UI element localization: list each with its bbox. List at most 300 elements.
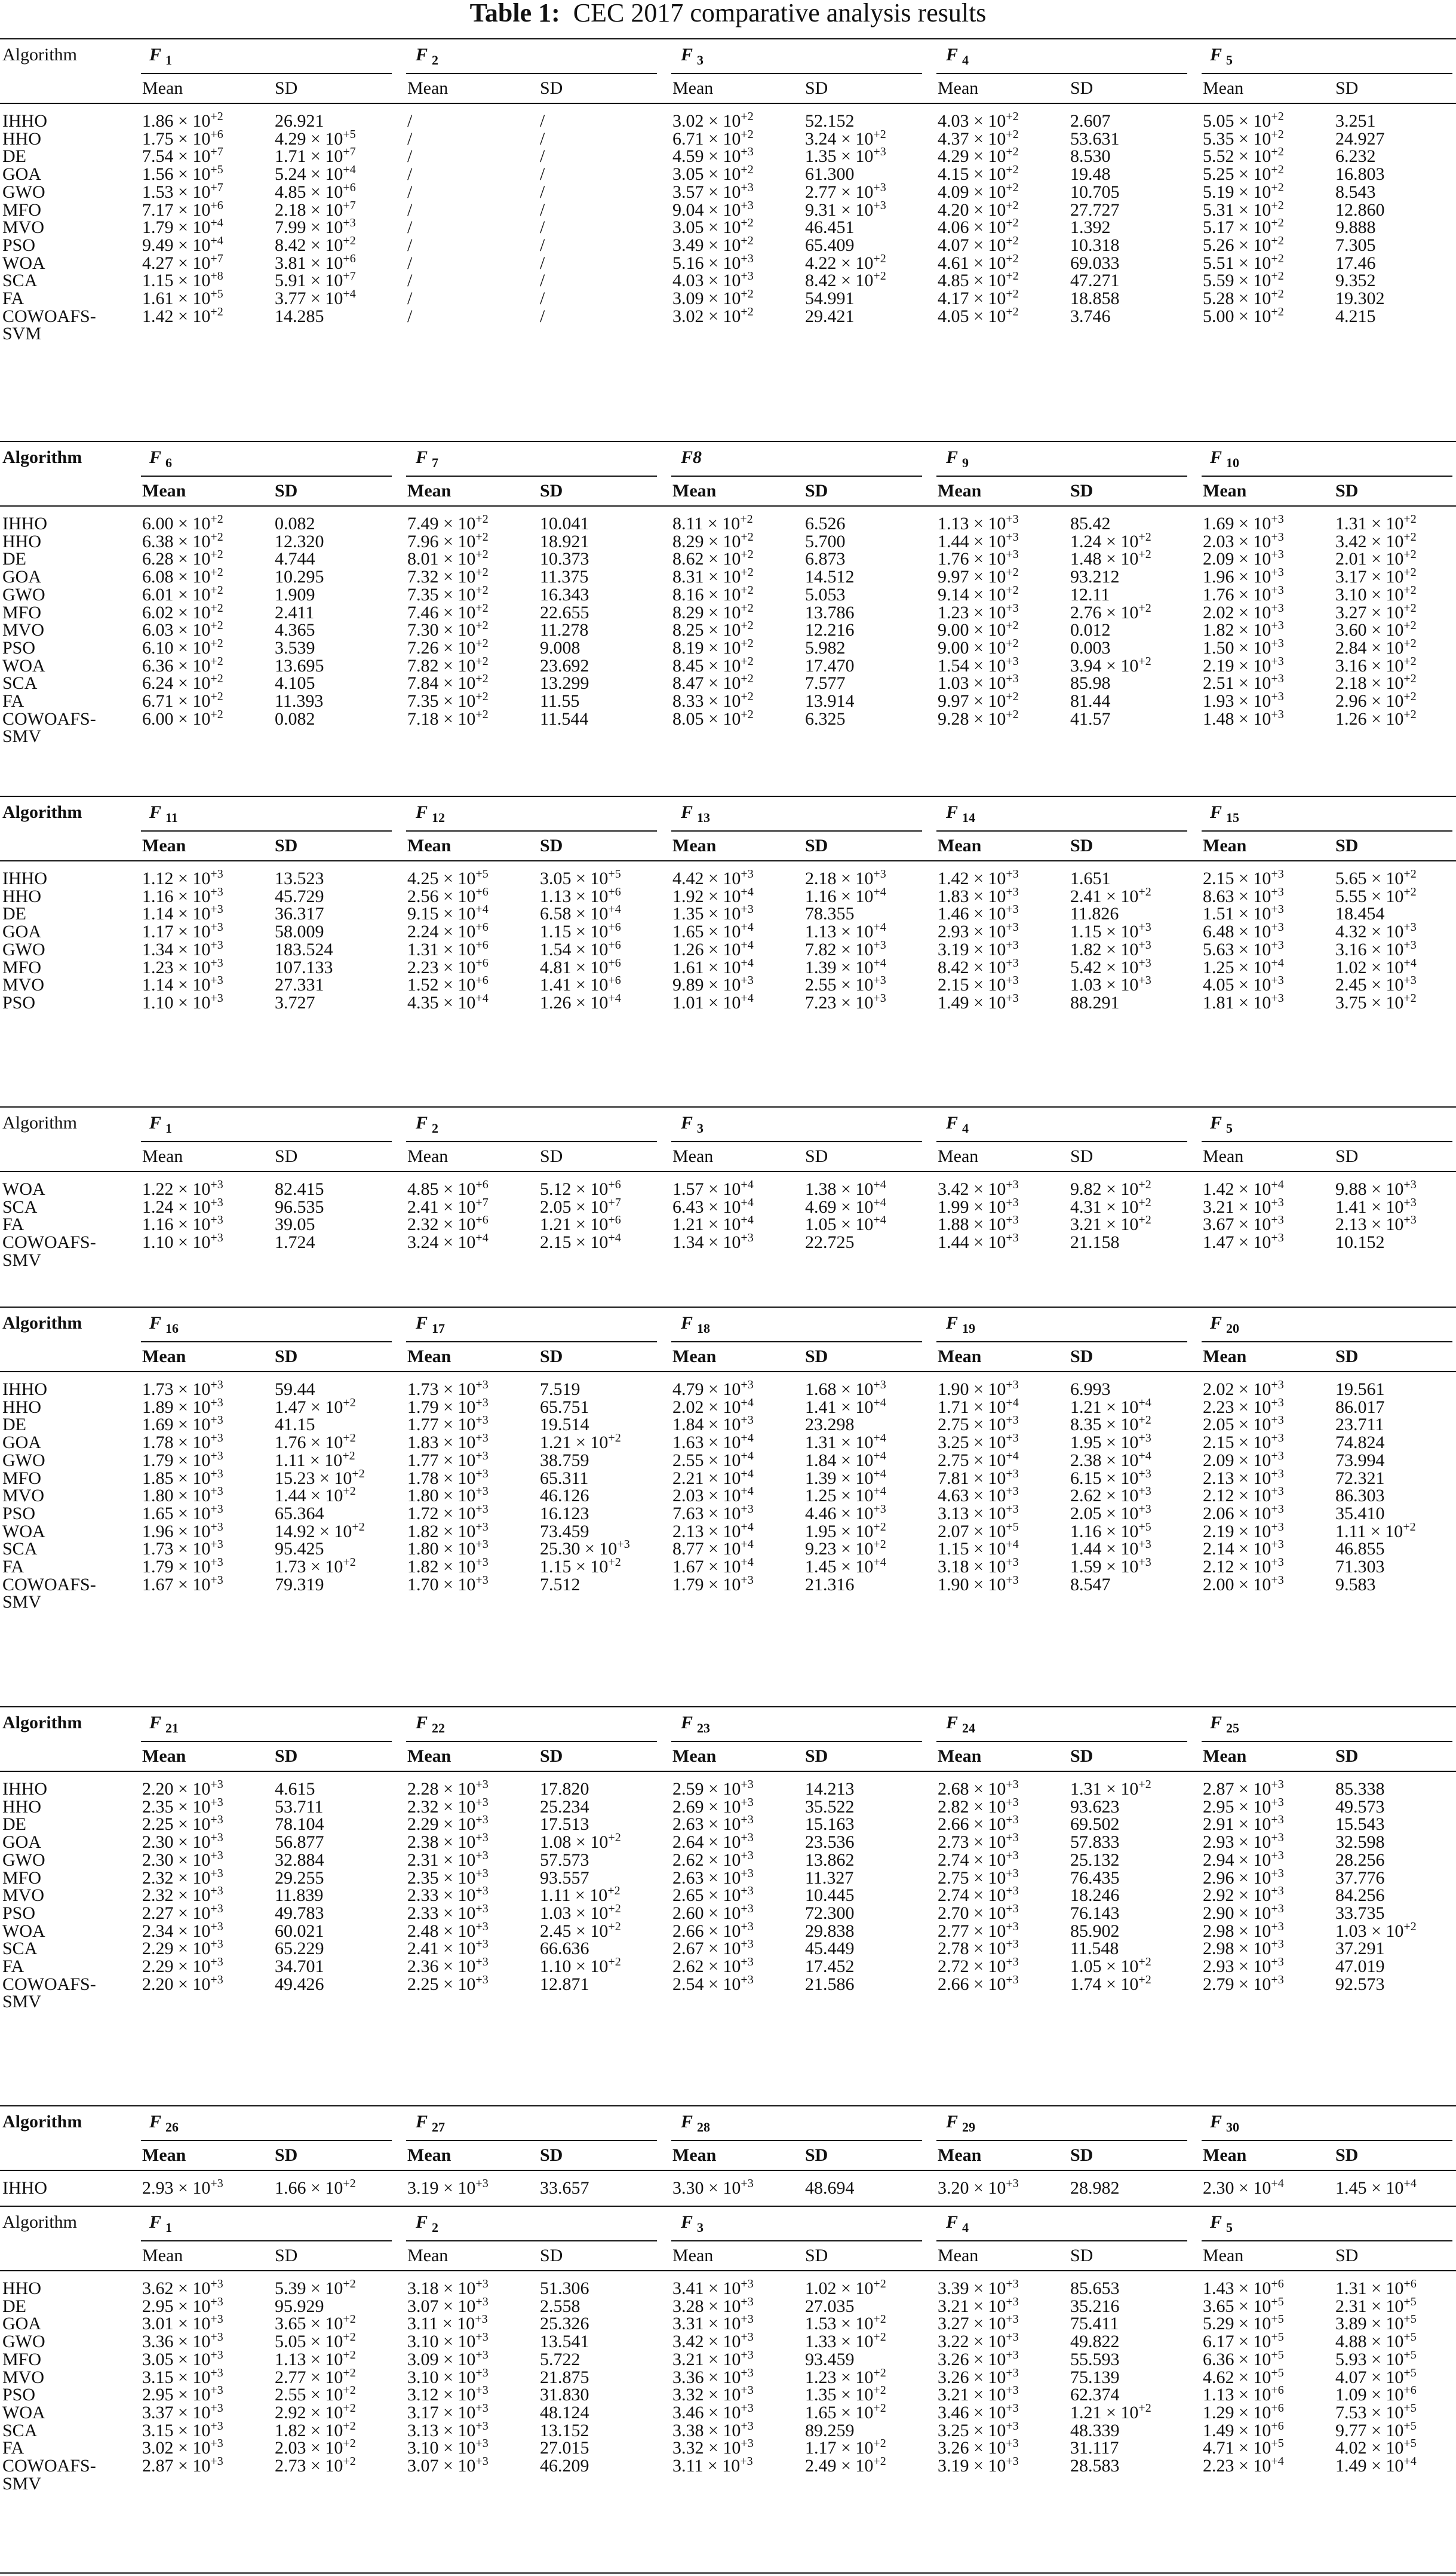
mean-value: $3.31 \times 10^{+3}$ [672,2313,754,2334]
sd-value: 29.838 [805,1921,855,1941]
sd-value: 25.132 [1070,1850,1120,1870]
mean-value: $4.06 \times 10^{+2}$ [938,216,1019,238]
sd-value: 4.105 [275,673,315,694]
mean-value: $6.24 \times 10^{+2}$ [142,672,223,694]
mean-value: $2.32 \times 10^{+6}$ [407,1213,489,1235]
sd-header: SD [1070,1347,1093,1366]
sd-value: 76.435 [1070,1867,1120,1888]
sd-value: $2.73 \times 10^{+2}$ [275,2455,356,2476]
mean-value: $1.14 \times 10^{+3}$ [142,903,223,924]
mean-value: $1.17 \times 10^{+3}$ [142,921,223,942]
sd-value: 65.409 [805,235,855,255]
mean-value: $6.00 \times 10^{+2}$ [142,707,223,729]
sd-value: 11.375 [540,567,589,587]
mean-value: $7.49 \times 10^{+2}$ [407,513,489,533]
sd-value: 86.017 [1335,1397,1385,1417]
mean-value: $4.09 \times 10^{+2}$ [938,180,1019,202]
sd-value: 4.615 [275,1779,315,1799]
sd-value: 27.035 [805,2296,855,2316]
sd-value: 62.374 [1070,2385,1120,2405]
mean-value: $3.25 \times 10^{+3}$ [938,1431,1019,1453]
function-header: F $_2$ [416,1113,438,1136]
mean-value: $6.38 \times 10^{+2}$ [142,530,223,551]
mean-value: $9.14 \times 10^{+2}$ [938,583,1019,605]
sd-value: $1.45 \times 10^{+4}$ [1335,2177,1417,2198]
mean-value: $3.27 \times 10^{+3}$ [938,2313,1019,2334]
mean-value: $3.02 \times 10^{+3}$ [142,2437,223,2458]
sd-value: $1.68 \times 10^{+3}$ [805,1378,886,1399]
mean-value: $9.00 \times 10^{+2}$ [938,636,1019,658]
mean-value: $1.82 \times 10^{+3}$ [407,1520,489,1541]
algorithm-name: PSO [2,1903,36,1923]
sd-value: $5.93 \times 10^{+5}$ [1335,2348,1417,2369]
mean-value: $2.36 \times 10^{+3}$ [407,1955,489,1976]
sd-value: $5.12 \times 10^{+6}$ [540,1178,621,1199]
mean-value: $8.77 \times 10^{+4}$ [672,1538,754,1559]
sd-value: $2.45 \times 10^{+3}$ [1335,974,1417,995]
algorithm-name: GWO [2,1850,45,1870]
mean-value: $2.25 \times 10^{+3}$ [407,1973,489,1994]
sd-value: / [540,200,545,220]
mean-value: $4.62 \times 10^{+5}$ [1203,2366,1284,2387]
sd-value: 23.298 [805,1415,855,1435]
algorithm-name-continued: SVM [2,324,42,344]
sd-value: $15.23 \times 10^{+2}$ [275,1467,365,1488]
sd-value: 13.786 [805,602,855,622]
sd-value: / [540,182,545,202]
function-underline [671,1741,922,1742]
sd-value: $1.11 \times 10^{+2}$ [540,1884,621,1906]
mean-value: $1.29 \times 10^{+6}$ [1203,2401,1284,2422]
mean-value: $1.23 \times 10^{+3}$ [142,956,223,977]
mean-value: $3.11 \times 10^{+3}$ [407,2313,488,2334]
sd-value: 86.303 [1335,1486,1385,1506]
mean-header: Mean [938,1746,982,1766]
mean-value: $6.71 \times 10^{+2}$ [142,690,223,711]
sd-value: $1.48 \times 10^{+2}$ [1070,548,1151,569]
mean-value: $2.72 \times 10^{+3}$ [938,1955,1019,1976]
mean-value: $2.75 \times 10^{+3}$ [938,1413,1019,1435]
sd-value: 49.573 [1335,1796,1385,1817]
sd-value: $8.42 \times 10^{+2}$ [805,269,886,291]
sd-value: 6.993 [1070,1379,1111,1399]
algorithm-name: HHO [2,2278,41,2298]
mean-header: Mean [1203,481,1247,501]
sd-value: $2.31 \times 10^{+5}$ [1335,2295,1417,2316]
mean-value: $2.09 \times 10^{+3}$ [1203,1449,1284,1470]
function-underline [141,2240,392,2241]
mean-value: $2.62 \times 10^{+3}$ [672,1848,754,1870]
mean-header: Mean [142,481,186,501]
algorithm-name: IHHO [2,514,47,533]
mean-value: $1.10 \times 10^{+3}$ [142,991,223,1013]
sd-value: 6.325 [805,709,846,729]
mean-header: Mean [407,836,451,855]
sd-value: $1.33 \times 10^{+2}$ [805,2330,886,2352]
mean-value: $2.69 \times 10^{+3}$ [672,1795,754,1817]
mean-value: $8.33 \times 10^{+2}$ [672,690,754,711]
sd-value: 73.459 [540,1521,589,1541]
sd-value: 8.543 [1335,182,1376,202]
sd-value: 11.327 [805,1867,854,1888]
sd-value: 17.46 [1335,253,1376,273]
sd-value: $2.96 \times 10^{+2}$ [1335,690,1417,711]
algorithm-header: Algorithm [2,1113,77,1133]
sd-value: $1.82 \times 10^{+2}$ [275,2419,356,2440]
function-underline [671,830,922,832]
mean-value: $1.79 \times 10^{+3}$ [142,1449,223,1470]
mean-value: $4.85 \times 10^{+6}$ [407,1178,489,1199]
algorithm-name: DE [2,146,26,167]
sd-value: 6.232 [1335,146,1376,167]
sd-value: $25.30 \times 10^{+3}$ [540,1538,630,1559]
function-underline [1202,1141,1452,1142]
sd-value: 21.158 [1070,1232,1120,1253]
sd-value: 55.593 [1070,2349,1120,2369]
sd-header: SD [1070,1146,1093,1166]
sd-value: 78.104 [275,1814,324,1835]
sd-header: SD [805,836,828,855]
mean-header: Mean [1203,2246,1244,2265]
table-section [0,1106,1456,1270]
sd-value: 46.855 [1335,1539,1385,1559]
mean-value: $7.81 \times 10^{+3}$ [938,1467,1019,1488]
sd-value: / [540,235,545,255]
sd-value: 0.003 [1070,637,1111,658]
mean-value: $7.17 \times 10^{+6}$ [142,198,223,220]
mean-value: $9.49 \times 10^{+4}$ [142,234,223,255]
mean-value: $2.09 \times 10^{+3}$ [1203,548,1284,569]
algorithm-name: MVO [2,217,45,238]
mean-value: $9.28 \times 10^{+2}$ [938,707,1019,729]
mean-value: $1.48 \times 10^{+3}$ [1203,707,1284,729]
algorithm-name: SCA [2,1539,38,1559]
algorithm-name: GOA [2,1832,41,1853]
sd-value: 48.694 [805,2178,855,2198]
sd-value: 13.695 [275,655,324,676]
algorithm-name: COWOAFS- [2,2456,96,2476]
mean-value: $7.30 \times 10^{+2}$ [407,619,489,640]
sd-value: $5.42 \times 10^{+3}$ [1070,956,1151,977]
mean-value: $1.13 \times 10^{+6}$ [1203,2384,1284,2405]
mean-value: $2.35 \times 10^{+3}$ [142,1795,223,1817]
sd-value: $2.01 \times 10^{+2}$ [1335,548,1417,569]
sd-value: $1.21 \times 10^{+6}$ [540,1213,621,1235]
algorithm-name: SCA [2,2420,38,2440]
mean-value: $2.23 \times 10^{+4}$ [1203,2455,1284,2476]
sd-value: $4.31 \times 10^{+2}$ [1070,1195,1151,1217]
mean-value: $3.15 \times 10^{+3}$ [142,2366,223,2387]
mean-header: Mean [672,1347,717,1366]
mean-value: $4.05 \times 10^{+2}$ [938,305,1019,326]
mean-value: $4.29 \times 10^{+2}$ [938,145,1019,167]
sd-value: 32.884 [275,1850,324,1870]
function-header: F $_1$ [149,45,172,68]
function-header: F $_4$ [946,45,969,68]
mean-value: $2.03 \times 10^{+3}$ [1203,530,1284,551]
mean-value: $5.26 \times 10^{+2}$ [1203,234,1284,255]
table-bottom-rule [0,2572,1456,2574]
sd-header: SD [540,1746,563,1766]
function-header: F $_{11}$ [149,802,178,825]
sd-value: $4.02 \times 10^{+5}$ [1335,2437,1417,2458]
mean-value: $1.96 \times 10^{+3}$ [142,1520,223,1541]
mean-value: / [407,289,413,308]
sd-value: 38.759 [540,1450,589,1470]
mean-value: $3.38 \times 10^{+3}$ [672,2419,754,2440]
sd-value: $1.17 \times 10^{+2}$ [805,2437,886,2458]
sd-header: SD [1335,2145,1359,2165]
mean-value: $2.73 \times 10^{+3}$ [938,1831,1019,1853]
mean-value: $4.17 \times 10^{+2}$ [938,287,1019,308]
sd-value: 48.339 [1070,2420,1120,2440]
sd-value: 23.711 [1335,1415,1384,1435]
sd-header: SD [275,1146,298,1166]
sd-value: 71.303 [1335,1557,1385,1577]
mean-value: $1.77 \times 10^{+3}$ [407,1449,489,1470]
sd-value: 93.212 [1070,567,1120,587]
sd-value: 19.561 [1335,1379,1385,1399]
sd-value: $1.24 \times 10^{+2}$ [1070,530,1151,551]
mean-value: $3.02 \times 10^{+2}$ [672,305,754,326]
sd-value: $3.10 \times 10^{+2}$ [1335,583,1417,605]
mean-value: $1.42 \times 10^{+4}$ [1203,1178,1284,1199]
sd-value: / [540,289,545,308]
mean-value: $3.21 \times 10^{+3}$ [672,2348,754,2369]
sd-value: $2.77 \times 10^{+3}$ [805,180,886,202]
sd-value: $4.88 \times 10^{+5}$ [1335,2330,1417,2352]
mean-header: Mean [938,481,982,501]
mean-value: $3.42 \times 10^{+3}$ [938,1178,1019,1199]
sd-value: $1.02 \times 10^{+2}$ [805,2277,886,2298]
sd-value: 10.318 [1070,235,1120,255]
sd-value: $1.71 \times 10^{+7}$ [275,145,356,167]
mean-value: $3.01 \times 10^{+3}$ [142,2313,223,2334]
mean-value: $3.32 \times 10^{+3}$ [672,2437,754,2458]
sd-value: 93.459 [805,2349,855,2369]
mean-value: $8.47 \times 10^{+2}$ [672,672,754,694]
mean-value: $3.10 \times 10^{+3}$ [407,2437,489,2458]
mean-header: Mean [938,836,982,855]
sd-value: $1.41 \times 10^{+6}$ [540,974,621,995]
sd-value: 11.393 [275,691,324,711]
sd-value: $2.55 \times 10^{+2}$ [275,2384,356,2405]
mean-value: $3.18 \times 10^{+3}$ [938,1556,1019,1577]
mean-value: $1.65 \times 10^{+4}$ [672,921,754,942]
sd-value: 54.991 [805,289,855,308]
mean-value: $2.74 \times 10^{+3}$ [938,1848,1019,1870]
mean-value: $2.82 \times 10^{+3}$ [938,1795,1019,1817]
mean-value: $1.49 \times 10^{+3}$ [938,991,1019,1013]
mean-value: $2.91 \times 10^{+3}$ [1203,1813,1284,1835]
sd-value: 31.117 [1070,2438,1119,2458]
algorithm-header: Algorithm [2,2112,82,2132]
sd-value: $1.13 \times 10^{+2}$ [275,2348,356,2369]
sd-value: 35.216 [1070,2296,1120,2316]
mean-value: $2.07 \times 10^{+5}$ [938,1520,1019,1541]
sd-value: $1.31 \times 10^{+2}$ [1335,513,1417,533]
mean-value: $7.35 \times 10^{+2}$ [407,690,489,711]
sd-value: $1.84 \times 10^{+4}$ [805,1449,886,1470]
sd-header: SD [1335,2246,1359,2265]
sd-header: SD [540,78,563,98]
mean-value: $3.09 \times 10^{+3}$ [407,2348,489,2369]
mean-header: Mean [672,1746,717,1766]
sd-value: 9.888 [1335,217,1376,238]
sd-value: $3.42 \times 10^{+2}$ [1335,530,1417,551]
mean-value: $3.39 \times 10^{+3}$ [938,2277,1019,2298]
mean-value: $2.62 \times 10^{+3}$ [672,1955,754,1976]
mean-value: $5.25 \times 10^{+2}$ [1203,163,1284,185]
mean-value: $1.93 \times 10^{+3}$ [1203,690,1284,711]
sd-value: 11.55 [540,691,580,711]
sd-value: 13.862 [805,1850,855,1870]
sd-value: $1.11 \times 10^{+2}$ [275,1449,355,1470]
algorithm-name: FA [2,2438,24,2458]
function-header: F $_{19}$ [946,1313,975,1336]
mean-value: $1.80 \times 10^{+3}$ [407,1538,489,1559]
mean-value: $7.26 \times 10^{+2}$ [407,636,489,658]
mean-value: $1.67 \times 10^{+4}$ [672,1556,754,1577]
mean-value: $2.87 \times 10^{+3}$ [1203,1778,1284,1799]
sd-value: 2.411 [275,602,315,622]
table-title-text: CEC 2017 comparative analysis results [573,0,987,27]
mean-value: $2.30 \times 10^{+3}$ [142,1831,223,1853]
mean-value: $3.36 \times 10^{+3}$ [672,2366,754,2387]
mean-value: $3.19 \times 10^{+3}$ [938,2455,1019,2476]
mean-value: $1.80 \times 10^{+3}$ [407,1485,489,1506]
sd-value: $7.99 \times 10^{+3}$ [275,216,356,238]
sd-value: 14.512 [805,567,855,587]
algorithm-header: Algorithm [2,802,82,822]
mean-value: $7.82 \times 10^{+2}$ [407,654,489,676]
table-title-label: Table 1: [469,0,560,27]
function-underline [406,1141,657,1142]
sd-value: 3.251 [1335,111,1376,131]
algorithm-name-continued: SMV [2,2473,42,2494]
algorithm-header: Algorithm [2,1713,82,1732]
mean-value: $2.51 \times 10^{+3}$ [1203,672,1284,694]
sd-value: 1.651 [1070,869,1111,888]
algorithm-name: DE [2,1814,26,1835]
mean-value: $3.13 \times 10^{+3}$ [938,1502,1019,1523]
sd-value: 16.803 [1335,164,1385,185]
sd-value: 73.994 [1335,1450,1385,1470]
sd-value: $1.03 \times 10^{+3}$ [1070,974,1151,995]
mean-value: $6.10 \times 10^{+2}$ [142,636,223,658]
mean-value: $1.53 \times 10^{+7}$ [142,180,223,202]
mean-value: $3.36 \times 10^{+3}$ [142,2330,223,2352]
function-header: F $_4$ [946,2212,969,2235]
sd-header: SD [540,836,563,855]
mean-value: $1.22 \times 10^{+3}$ [142,1178,223,1199]
sd-value: $1.49 \times 10^{+4}$ [1335,2455,1417,2476]
mean-value: $6.08 \times 10^{+2}$ [142,566,223,587]
mean-value: $3.26 \times 10^{+3}$ [938,2366,1019,2387]
sd-header: SD [805,2145,828,2165]
mean-value: $1.42 \times 10^{+3}$ [938,867,1019,888]
mean-value: / [407,128,413,149]
sd-value: 85.653 [1070,2278,1120,2298]
mean-header: Mean [672,481,717,501]
sd-header: SD [275,1746,298,1766]
algorithm-name: GWO [2,182,45,202]
mean-value: $6.48 \times 10^{+3}$ [1203,921,1284,942]
algorithm-name: HHO [2,128,41,149]
mean-value: $2.54 \times 10^{+3}$ [672,1973,754,1994]
sd-value: $1.47 \times 10^{+2}$ [275,1396,356,1417]
mean-value: $6.71 \times 10^{+2}$ [672,127,754,149]
sd-value: 72.300 [805,1903,855,1923]
mean-value: $4.20 \times 10^{+2}$ [938,198,1019,220]
mean-header: Mean [672,2145,717,2165]
function-underline [141,1341,392,1342]
mean-value: $3.25 \times 10^{+3}$ [938,2419,1019,2440]
function-underline [936,1741,1187,1742]
mean-header: Mean [1203,2145,1247,2165]
mean-value: $3.02 \times 10^{+2}$ [672,110,754,131]
table-row-continuation [0,1989,1456,2014]
function-underline [671,2140,922,2141]
sd-value: 9.583 [1335,1574,1376,1594]
sd-value: 72.321 [1335,1468,1385,1488]
mean-value: $6.36 \times 10^{+5}$ [1203,2348,1284,2369]
mean-value: $1.12 \times 10^{+3}$ [142,867,223,888]
sd-value: 18.246 [1070,1885,1120,1906]
sd-value: $7.23 \times 10^{+3}$ [805,991,886,1013]
sd-value: 28.256 [1335,1850,1385,1870]
mean-header: Mean [142,1746,186,1766]
mean-value: $2.77 \times 10^{+3}$ [938,1919,1019,1941]
table-title [0,0,1456,37]
sd-value: 57.833 [1070,1832,1120,1853]
function-underline [141,476,392,477]
mean-value: $2.33 \times 10^{+3}$ [407,1884,489,1906]
mean-value: $2.30 \times 10^{+4}$ [1203,2177,1284,2198]
header-rule [0,2270,1456,2271]
table-section [0,38,1456,344]
mean-value: $5.16 \times 10^{+3}$ [672,252,754,273]
mean-value: $2.15 \times 10^{+3}$ [938,974,1019,995]
mean-value: $2.27 \times 10^{+3}$ [142,1902,223,1923]
sd-value: 47.019 [1335,1956,1385,1976]
mean-value: $1.89 \times 10^{+3}$ [142,1396,223,1417]
sd-value: / [540,128,545,149]
mean-value: $1.83 \times 10^{+3}$ [938,885,1019,906]
sd-header: SD [540,2145,563,2165]
mean-value: $7.54 \times 10^{+7}$ [142,145,223,167]
mean-value: $5.51 \times 10^{+2}$ [1203,252,1284,273]
sd-value: 5.722 [540,2349,580,2369]
sd-value: 39.05 [275,1215,315,1235]
mean-value: $2.20 \times 10^{+3}$ [142,1973,223,1994]
sd-value: $4.85 \times 10^{+6}$ [275,180,356,202]
sd-value: 13.299 [540,673,589,694]
function-header: F $_{17}$ [416,1313,445,1336]
mean-value: $1.79 \times 10^{+3}$ [672,1573,754,1594]
mean-value: $4.42 \times 10^{+3}$ [672,867,754,888]
sd-value: 58.009 [275,922,324,942]
algorithm-name: MVO [2,620,45,640]
sd-header: SD [1070,2246,1093,2265]
mean-value: $2.67 \times 10^{+3}$ [672,1937,754,1959]
mean-value: $1.75 \times 10^{+6}$ [142,127,223,149]
algorithm-name: MVO [2,1486,45,1506]
sd-value: 15.163 [805,1814,855,1835]
sd-value: 1.909 [275,584,315,605]
mean-value: $3.62 \times 10^{+3}$ [142,2277,223,2298]
mean-value: $2.29 \times 10^{+3}$ [407,1813,489,1835]
